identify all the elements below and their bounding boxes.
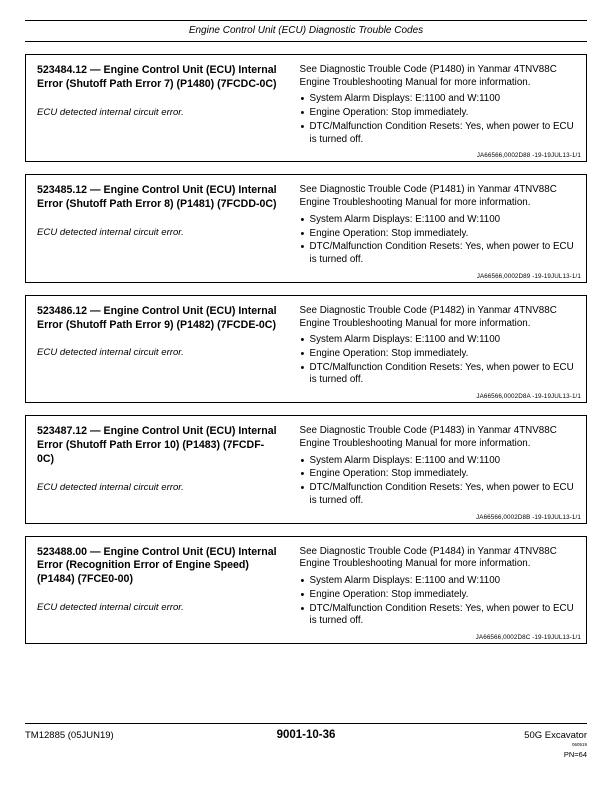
dtc-bullet-list [300, 93, 574, 146]
dtc-description: ECU detected internal circuit error. [37, 347, 184, 359]
dtc-title: 523486.12 — Engine Control Unit (ECU) Internal Error (Shutoff Path Error 9) (P1482) (7FCDE-0C) [37, 304, 277, 331]
dtc-left-column [37, 425, 280, 508]
page-footer [25, 723, 587, 768]
dtc-info: See Diagnostic Trouble Code (P1480) in Yanmar 4TNV88C Engine Troubleshooting Manual for more information. [299, 64, 557, 88]
dtc-info: See Diagnostic Trouble Code (P1481) in Yanmar 4TNV88C Engine Troubleshooting Manual for more information. [299, 184, 557, 209]
dtc-right-column [300, 546, 576, 629]
dtc-ref-code: JA66566,0002D88 -19-19JUL13-1/1 [476, 152, 581, 160]
dtc-title: 523487.12 — Engine Control Unit (ECU) Internal Error (Shutoff Path Error 10) (P1483) (7FCDF-0C) [37, 425, 277, 465]
dtc-bullet: • Engine Operation: Stop immediately. [300, 468, 574, 481]
dtc-bullet: • Engine Operation: Stop immediately. [300, 589, 574, 602]
dtc-right-column [300, 64, 576, 147]
dtc-section [25, 295, 587, 403]
dtc-section [25, 174, 587, 282]
dtc-bullet: • DTC/Malfunction Condition Resets: Yes, when power to ECU is turned off. [300, 241, 574, 266]
dtc-left-column [37, 184, 280, 267]
dtc-ref-code: JA66566,0002D89 -19-19JUL13-1/1 [476, 272, 581, 280]
dtc-title: 523485.12 — Engine Control Unit (ECU) Internal Error (Shutoff Path Error 8) (P1481) (7FCDD-0C) [37, 184, 277, 211]
dtc-ref-code: JA66566,0002D8B -19-19JUL13-1/1 [476, 513, 581, 521]
dtc-bullet-list [300, 214, 574, 267]
dtc-right-column [300, 184, 576, 267]
dtc-title: 523484.12 — Engine Control Unit (ECU) Internal Error (Shutoff Path Error 7) (P1480) (7FCDC-0C) [37, 64, 277, 90]
dtc-bullet: • Engine Operation: Stop immediately. [300, 228, 574, 241]
dtc-ref-code: JA66566,0002D8A -19-19JUL13-1/1 [476, 393, 581, 401]
dtc-title: 523488.00 — Engine Control Unit (ECU) Internal Error (Recognition Error of Engine Speed) (P1484) (7FCE0-00) [37, 545, 277, 586]
dtc-bullet-list [300, 575, 574, 628]
dtc-left-column [37, 64, 280, 147]
dtc-section [25, 54, 587, 162]
dtc-description: ECU detected internal circuit error. [37, 226, 184, 238]
dtc-bullet-list [300, 455, 574, 508]
dtc-bullet: • DTC/Malfunction Condition Resets: Yes, when power to ECU is turned off. [300, 603, 574, 628]
dtc-ref-code: JA66566,0002D8C -19-19JUL13-1/1 [475, 634, 581, 642]
dtc-bullet: • System Alarm Displays: E:1100 and W:1100 [300, 455, 574, 468]
dtc-description: ECU detected internal circuit error. [37, 601, 184, 613]
dtc-bullet: • System Alarm Displays: E:1100 and W:1100 [300, 334, 574, 347]
dtc-section [25, 415, 587, 523]
dtc-bullet: • System Alarm Displays: E:1100 and W:1100 [300, 575, 574, 588]
dtc-description: ECU detected internal circuit error. [37, 106, 184, 118]
dtc-left-column [37, 305, 280, 388]
dtc-bullet: • DTC/Malfunction Condition Resets: Yes, when power to ECU is turned off. [300, 121, 574, 146]
dtc-bullet: • DTC/Malfunction Condition Resets: Yes, when power to ECU is turned off. [300, 362, 574, 387]
footer-tm-number: TM12885 (05JUN19) [25, 730, 114, 741]
dtc-description: ECU detected internal circuit error. [37, 481, 184, 493]
dtc-bullet: • Engine Operation: Stop immediately. [300, 107, 574, 120]
dtc-bullet: • System Alarm Displays: E:1100 and W:1100 [300, 214, 574, 227]
dtc-info: See Diagnostic Trouble Code (P1482) in Yanmar 4TNV88C Engine Troubleshooting Manual for more information. [299, 304, 557, 329]
page-header [25, 20, 587, 42]
header-title: Engine Control Unit (ECU) Diagnostic Trouble Codes [188, 25, 424, 36]
dtc-section [25, 536, 587, 644]
footer-model: 50G Excavator [524, 730, 587, 741]
dtc-right-column [300, 425, 576, 508]
footer-pn: PN=64 [563, 750, 587, 759]
dtc-bullet: • Engine Operation: Stop immediately. [300, 348, 574, 361]
dtc-bullet-list [300, 334, 574, 387]
dtc-right-column [300, 305, 576, 388]
footer-print-code: 060519 [571, 742, 587, 747]
footer-page-code: 9001-10-36 [276, 729, 336, 741]
dtc-info: See Diagnostic Trouble Code (P1484) in Yanmar 4TNV88C Engine Troubleshooting Manual for more information. [299, 545, 557, 570]
dtc-info: See Diagnostic Trouble Code (P1483) in Yanmar 4TNV88C Engine Troubleshooting Manual for more information. [299, 425, 557, 449]
dtc-left-column [37, 546, 280, 629]
dtc-bullet: • DTC/Malfunction Condition Resets: Yes, when power to ECU is turned off. [300, 482, 574, 507]
footer-right-block [524, 730, 587, 759]
dtc-bullet: • System Alarm Displays: E:1100 and W:1100 [300, 93, 574, 106]
